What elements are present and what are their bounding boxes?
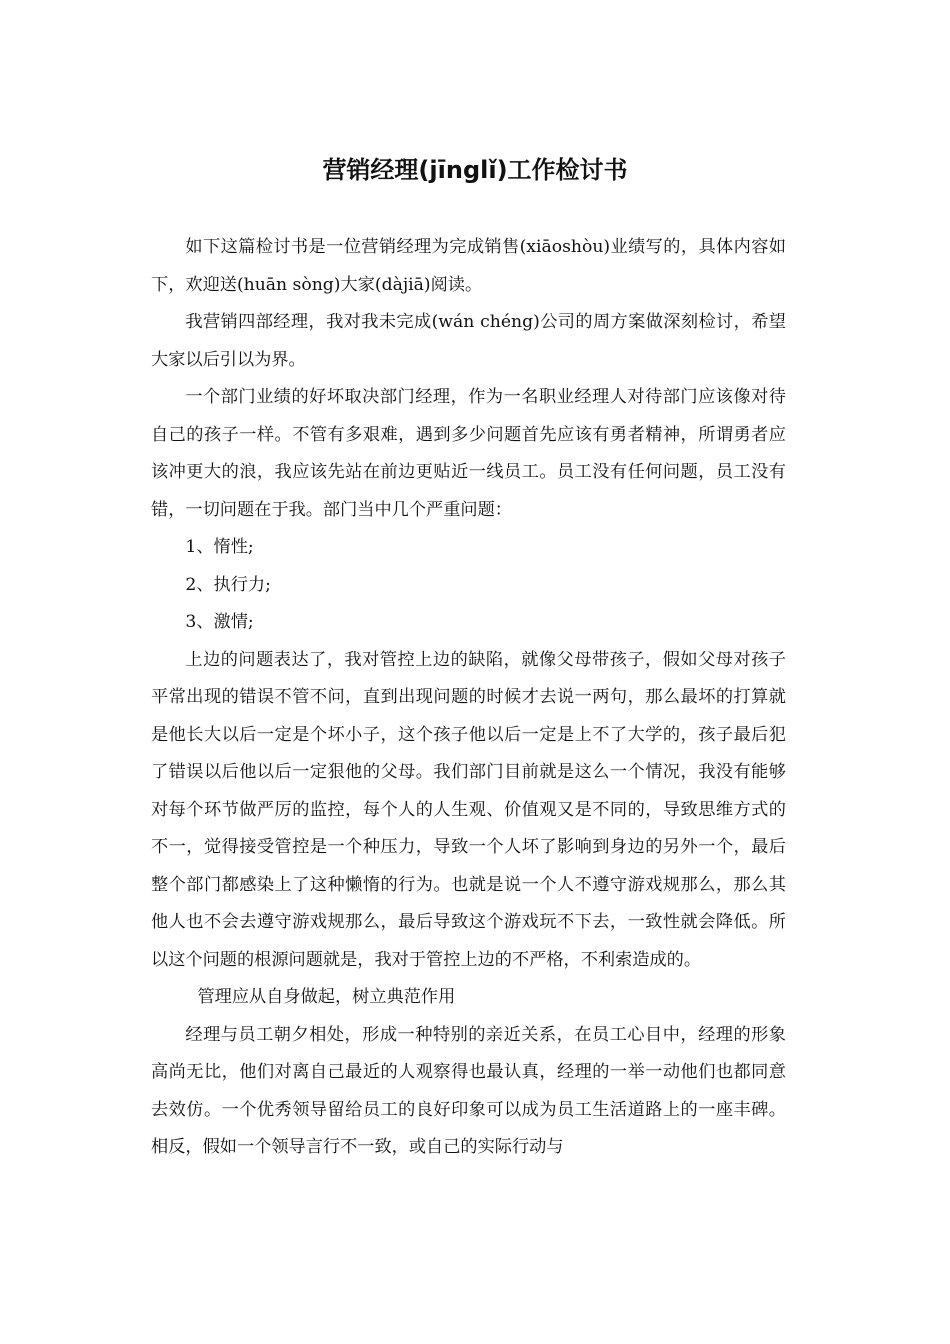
document-body	[151, 229, 786, 1167]
intro-paragraph: 如下这篇检讨书是一位营销经理为完成销售(xiāoshòu)业绩写的，具体内容如下，欢迎送(huān sòng)大家(dàjiā)阅读。	[151, 237, 786, 295]
list-item: 2、执行力;	[185, 574, 271, 595]
section-subheading: 管理应从自身做起，树立典范作用	[197, 987, 456, 1007]
list-item: 3、激情;	[185, 612, 254, 632]
analysis-paragraph: 上边的问题表达了，我对管控上边的缺陷，就像父母带孩子，假如父母对孩子平常出现的错误不管不问，直到出现问题的时候才去说一两句，那么最坏的打算就是他长大以后一定是个坏小子，这个孩子他以后一定是上不了大学的，孩子最后犯了错误以后他以后一定狠他的父母。我们部门目前就是这么一个情况，我没有能够对每个环节做严厉的监控，每个人的人生观、价值观又是不同的，导致思维方式的不一，觉得接受管控是一个种压力，导致一个人坏了影响到身边的另外一个，最后整个部门都感染上了这种懒惰的行为。也就是说一个人不遵守游戏规那么，那么其他人也不会去遵守游戏规那么，最后导致这个游戏玩不下去，一致性就会降低。所以这个问题的根源问题就是，我对于管控上边的不严格，不利索造成的。	[151, 649, 786, 970]
department-paragraph: 一个部门业绩的好坏取决部门经理，作为一名职业经理人对待部门应该像对待自己的孩子一样。不管有多艰难，遇到多少问题首先应该有勇者精神，所谓勇者应该冲更大的浪，我应该先站在前边更贴近一线员工。员工没有任何问题，员工没有错，一切问题在于我。部门当中几个严重问题：	[151, 387, 786, 520]
statement-paragraph: 我营销四部经理，我对我未完成(wán chéng)公司的周方案做深刻检讨，希望大家以后引以为界。	[151, 312, 786, 370]
document-title: 营销经理(jīnglǐ)工作检讨书	[322, 156, 628, 184]
list-item: 1、惰性;	[185, 537, 254, 557]
leadership-paragraph: 经理与员工朝夕相处，形成一种特别的亲近关系，在员工心目中，经理的形象高尚无比，他们对离自己最近的人观察得也最认真，经理的一举一动他们也都同意去效仿。一个优秀领导留给员工的良好印象可以成为员工生活道路上的一座丰碑。相反，假如一个领导言行不一致，或自己的实际行动与	[151, 1024, 786, 1157]
